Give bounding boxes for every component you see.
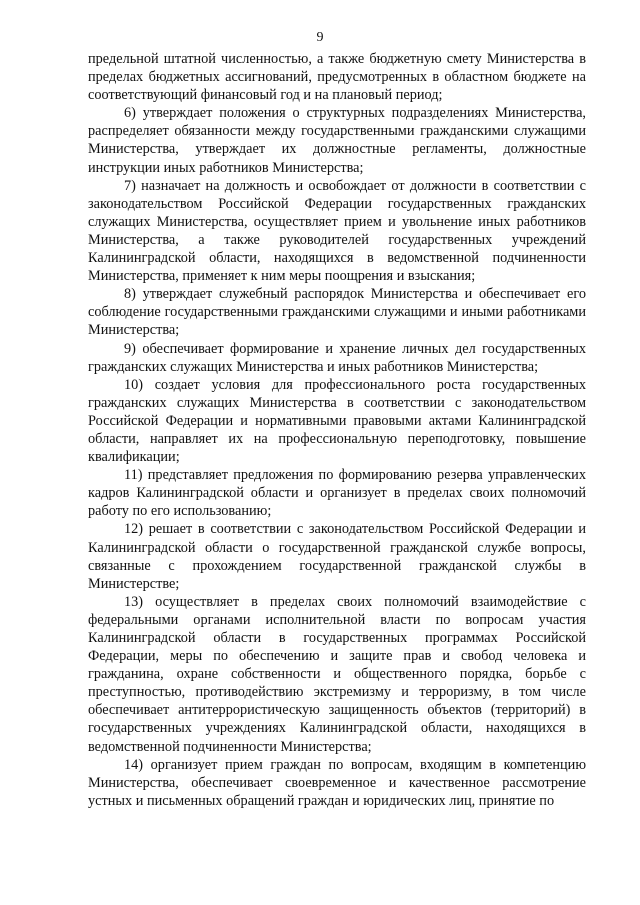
paragraph-item-12: 12) решает в соответствии с законодательством Российской Федерации и Калининградской области о государственной гражданской службе вопросы, связанные с прохождением государственной гражданской службы в Министерстве; bbox=[88, 521, 586, 592]
paragraph-item-11: 11) представляет предложения по формированию резерва управленческих кадров Калининградской области и организует в пределах своих полномочий работу по его использованию; bbox=[88, 467, 586, 520]
paragraph-item-6: 6) утверждает положения о структурных подразделениях Министерства, распределяет обязанности между государственными гражданскими служащими Министерства, утверждает их должностные регламенты, должностные инструкции иных работников Министерства; bbox=[88, 105, 586, 176]
paragraph-item-8: 8) утверждает служебный распорядок Министерства и обеспечивает его соблюдение государственными гражданскими служащими и иными работниками Министерства; bbox=[88, 286, 586, 339]
paragraph-item-9: 9) обеспечивает формирование и хранение личных дел государственных гражданских служащих Министерства и иных работников Министерства; bbox=[88, 340, 586, 375]
page-number: 9 bbox=[316, 30, 324, 45]
paragraph-item-14: 14) организует прием граждан по вопросам, входящим в компетенцию Министерства, обеспечивает своевременное и качественное рассмотрение устных и письменных обращений граждан и юридических лиц, принятие по bbox=[88, 756, 586, 809]
paragraph-item-10: 10) создает условия для профессионального роста государственных гражданских служащих Министерства в соответствии с законодательством Российской Федерации и нормативными правовыми актами Калининградской области, направляет их на профессиональную переподготовку, повышение квалификации; bbox=[88, 376, 586, 466]
document-body bbox=[88, 50, 586, 810]
paragraph-continuation: предельной штатной численностью, а также бюджетную смету Министерства в пределах бюджетных ассигнований, предусмотренных в областном бюджете на соответствующий финансовый год и на плановый период; bbox=[88, 51, 586, 104]
paragraph-item-7: 7) назначает на должность и освобождает от должности в соответствии с законодательством Российской Федерации государственных гражданских служащих Министерства, осуществляет прием и увольнение иных работников Министерства, а также руководителей государственных учреждений Калининградской области, находящихся в ведомственной подчиненности Министерства, применяет к ним меры поощрения и взыскания; bbox=[88, 177, 586, 285]
paragraph-item-13: 13) осуществляет в пределах своих полномочий взаимодействие с федеральными органами исполнительной власти по вопросам участия Калининградской области в государственных программах Российской Федерации, меры по обеспечению и защите прав и свобод человека и гражданина, охране собственности и общественного порядка, борьбе с преступностью, противодействию экстремизму и терроризму, в том числе обеспечивает антитеррористическую защищенность объектов (территорий) в государственных учреждениях Калининградской области, находящихся в ведомственной подчиненности Министерства; bbox=[88, 593, 586, 755]
